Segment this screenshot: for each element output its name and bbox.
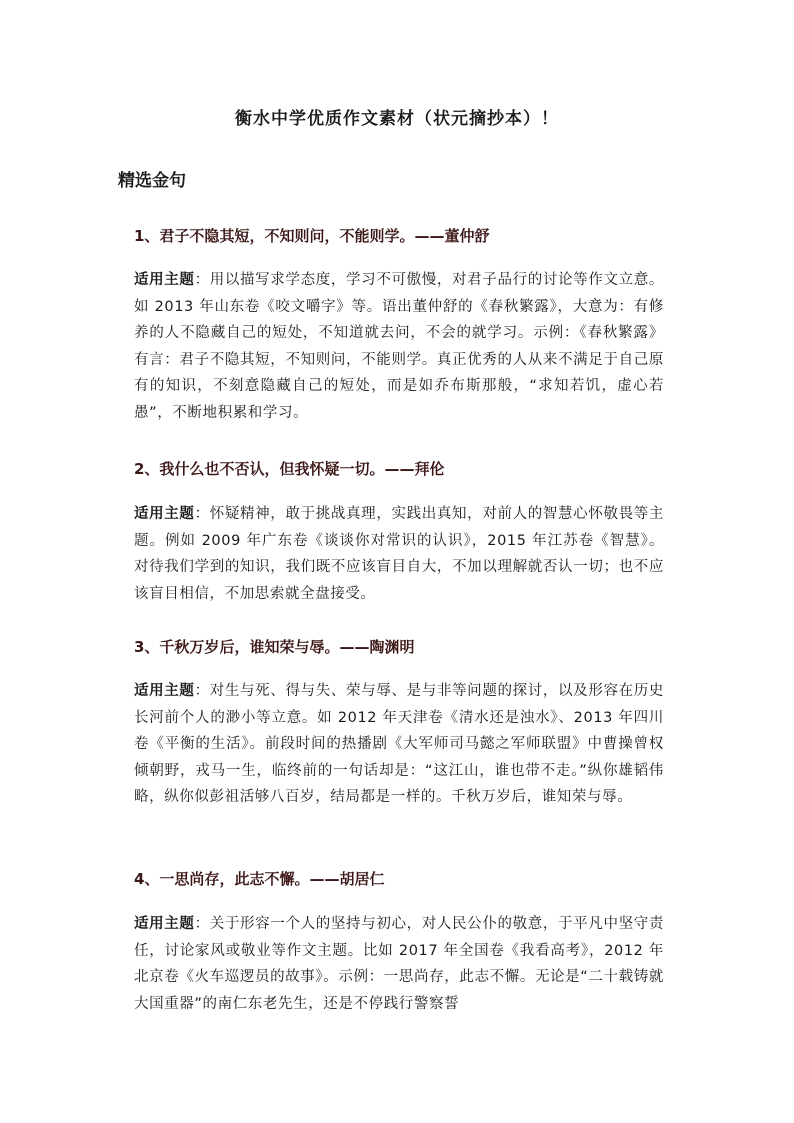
theme-separator: ： [194, 272, 210, 288]
theme-label: 适用主题 [134, 506, 195, 522]
quote-body-1 [134, 267, 664, 427]
theme-label: 适用主题 [134, 916, 195, 932]
section-heading: 精选金句 [118, 171, 186, 191]
theme-separator: ： [194, 506, 210, 522]
quote-explanation-2: 怀疑精神，敢于挑战真理，实践出真知，对前人的智慧心怀敬畏等主题。例如 2009 年广东卷《谈谈你对常识的认识》，2015 年江苏卷《智慧》。对待我们学到的知识，我们既不应该盲目自大，不加以理解就否认一切；也不应该盲目相信，不加思索就全盘接受。 [134, 506, 664, 602]
quote-heading-1: 1、君子不隐其短，不知则问，不能则学。——董仲舒 [134, 227, 490, 245]
quote-heading-4: 4、一思尚存，此志不懈。——胡居仁 [134, 870, 385, 888]
quote-heading-2: 2、我什么也不否认，但我怀疑一切。——拜伦 [134, 460, 445, 478]
theme-label: 适用主题 [134, 272, 195, 288]
theme-label: 适用主题 [134, 683, 195, 699]
document-title: 衡水中学优质作文素材（状元摘抄本）！ [235, 109, 559, 129]
quote-body-3 [134, 678, 664, 811]
quote-heading-3: 3、千秋万岁后，谁知荣与辱。——陶渊明 [134, 638, 415, 656]
quote-explanation-4: 关于形容一个人的坚持与初心，对人民公仆的敬意，于平凡中坚守责任，讨论家风或敬业等作文主题。比如 2017 年全国卷《我看高考》，2012 年北京卷《火车巡逻员的故事》。示例：一思尚存，此志不懈。无论是“二十载铸就大国重器”的南仁东老先生，还是不停践行警察誓 [134, 916, 664, 1012]
theme-separator: ： [194, 683, 210, 699]
quote-body-4 [134, 911, 664, 1017]
theme-separator: ： [194, 916, 210, 932]
quote-explanation-1: 用以描写求学态度，学习不可傲慢，对君子品行的讨论等作文立意。如 2013 年山东卷《咬文嚼字》等。语出董仲舒的《春秋繁露》，大意为：有修养的人不隐藏自己的短处，不知道就去问，不会的就学习。示例：《春秋繁露》有言：君子不隐其短，不知则问，不能则学。真正优秀的人从来不满足于自己原有的知识，不刻意隐藏自己的短处，而是如乔布斯那般，“求知若饥，虚心若愚”，不断地积累和学习。 [134, 272, 664, 421]
quote-body-2 [134, 501, 664, 607]
quote-explanation-3: 对生与死、得与失、荣与辱、是与非等问题的探讨，以及形容在历史长河前个人的渺小等立意。如 2012 年天津卷《清水还是浊水》、2013 年四川卷《平衡的生活》。前段时间的热播剧《大军师司马懿之军师联盟》中曹操曾权倾朝野，戎马一生，临终前的一句话却是：“这江山，谁也带不走。”纵你雄韬伟略，纵你似彭祖活够八百岁，结局都是一样的。千秋万岁后，谁知荣与辱。 [134, 683, 664, 806]
